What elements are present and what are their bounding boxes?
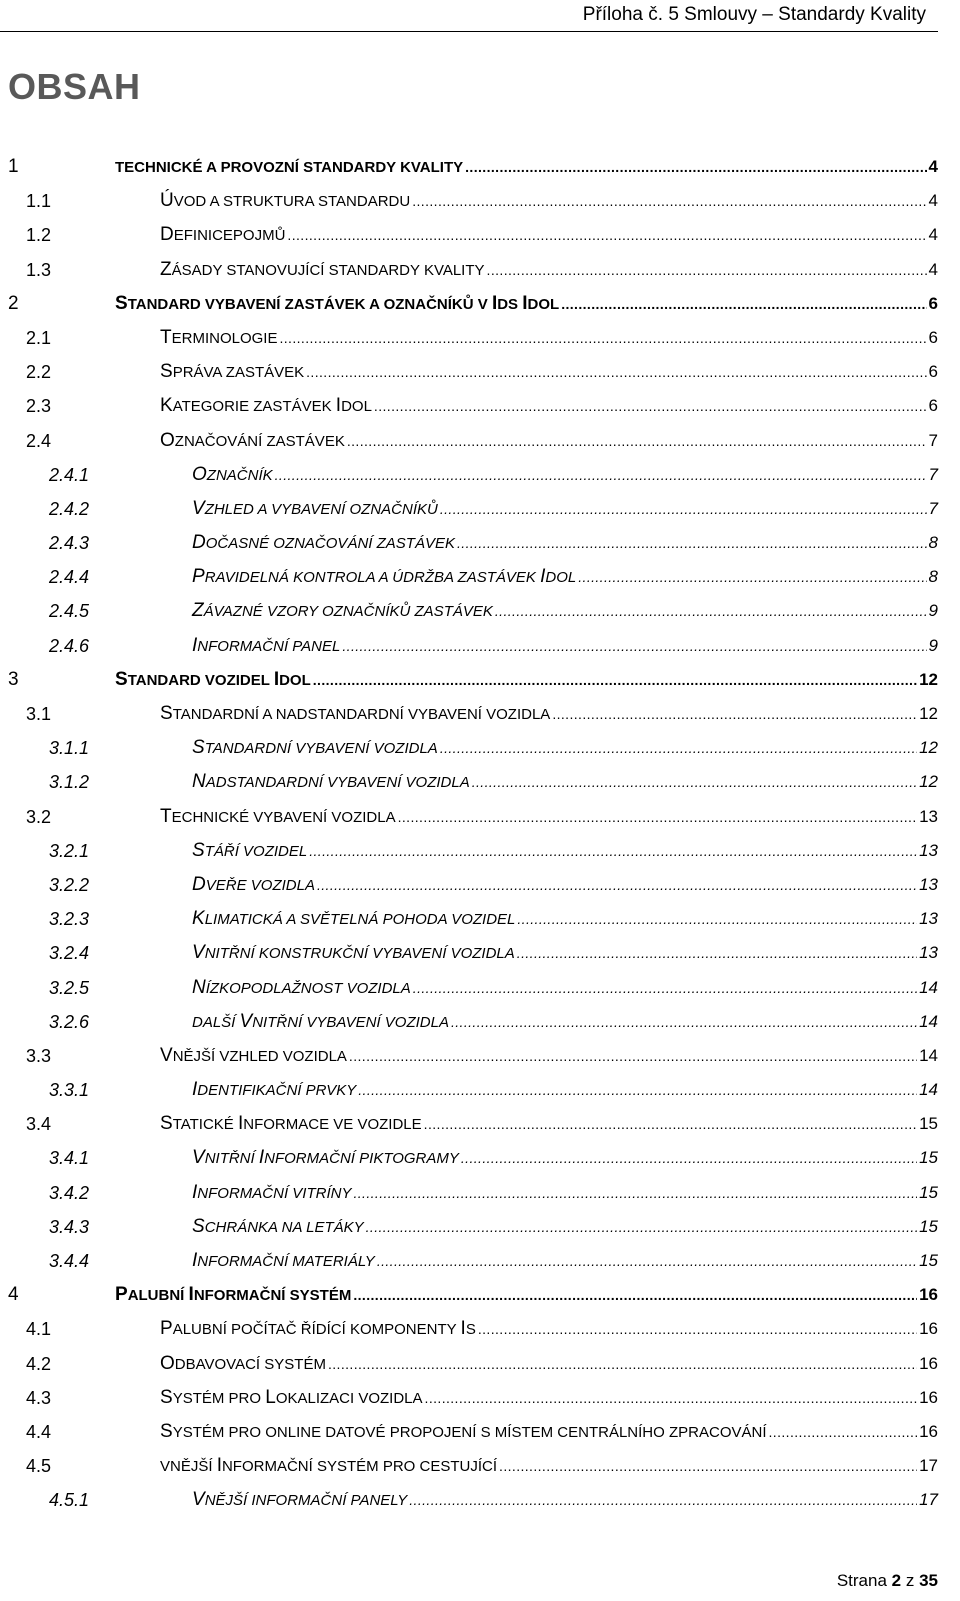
toc-dot-leader	[347, 426, 927, 456]
toc-entry-page: 15	[919, 1182, 938, 1202]
toc-dot-leader	[306, 357, 926, 387]
footer-prefix: Strana	[836, 1571, 887, 1590]
toc-entry[interactable]	[0, 1383, 960, 1417]
toc-entry-page: 17	[919, 1490, 938, 1510]
toc-entry-number: 1.3	[26, 259, 52, 280]
toc-entry-number: 3.2.2	[49, 874, 90, 895]
toc-entry-page: 13	[919, 840, 938, 860]
toc-entry-number: 3.3	[26, 1045, 52, 1066]
toc-entry-page: 6	[928, 293, 938, 313]
toc-entry[interactable]	[0, 973, 960, 1007]
toc-entry-title: PALUBNÍ INFORMAČNÍ SYSTÉM	[115, 1284, 352, 1306]
toc-entry-title: DOČASNÉ OZNAČOVÁNÍ ZASTÁVEK	[192, 532, 455, 554]
toc-dot-leader	[578, 562, 926, 592]
toc-entry-number: 3.4.1	[49, 1148, 90, 1169]
toc-entry-title: STANDARDNÍ VYBAVENÍ VOZIDLA	[192, 737, 438, 759]
toc-entry[interactable]	[0, 152, 960, 186]
toc-entry-number: 2.4.3	[49, 533, 90, 554]
toc-entry-page: 8	[928, 533, 938, 553]
toc-entry-page: 17	[919, 1456, 938, 1476]
toc-entry-page: 13	[919, 909, 938, 929]
toc-entry-title: TECHNICKÉ A PROVOZNÍ STANDARDY KVALITY	[115, 159, 464, 176]
toc-dot-leader	[472, 767, 917, 797]
toc-dot-leader	[552, 699, 917, 729]
toc-entry-number: 2.4.4	[49, 567, 90, 588]
toc-dot-leader	[487, 255, 927, 285]
toc-entry-number: 3.4.2	[49, 1182, 90, 1203]
toc-dot-leader	[451, 1007, 917, 1037]
toc-dot-leader	[279, 323, 926, 353]
toc-entry-number: 3.2	[26, 806, 52, 827]
toc-entry-page: 8	[928, 567, 938, 587]
toc-entry-title: ÚVOD A STRUKTURA STANDARDU	[160, 190, 411, 212]
toc-entry-number: 4.5.1	[49, 1490, 90, 1511]
toc-entry-number: 4	[8, 1284, 19, 1306]
toc-dot-leader	[353, 1280, 917, 1310]
toc-entry-page: 14	[919, 977, 938, 997]
toc-entry-number: 3.2.4	[49, 943, 90, 964]
toc-heading: OBSAH	[8, 66, 141, 107]
toc-entry-number: 3.4	[26, 1114, 52, 1135]
toc-entry-title: PALUBNÍ POČÍTAČ ŘÍDÍCÍ KOMPONENTY IS	[160, 1318, 476, 1340]
toc-dot-leader	[517, 938, 917, 968]
toc-dot-leader	[342, 631, 926, 661]
toc-entry[interactable]	[0, 220, 960, 254]
toc-entry[interactable]	[0, 426, 960, 460]
toc-entry-number: 2.4	[26, 430, 52, 451]
toc-entry[interactable]	[0, 391, 960, 425]
toc-dot-leader	[769, 1417, 918, 1447]
toc-entry-title: SYSTÉM PRO ONLINE DATOVÉ PROPOJENÍ S MÍSTEM CENTRÁLNÍHO ZPRACOVÁNÍ	[160, 1420, 767, 1442]
toc-dot-leader	[457, 528, 927, 558]
toc-dot-leader	[440, 494, 927, 524]
toc-entry-title: VZHLED A VYBAVENÍ OZNAČNÍKŮ	[192, 497, 438, 519]
toc-dot-leader	[353, 1178, 917, 1208]
toc-entry-number: 4.3	[26, 1387, 52, 1408]
toc-entry-title: SYSTÉM PRO LOKALIZACI VOZIDLA	[160, 1386, 423, 1408]
toc-entry-number: 3.2.3	[49, 909, 90, 930]
toc-entry-number: 4.4	[26, 1421, 52, 1442]
toc-entry-number: 3.4.3	[49, 1216, 90, 1237]
toc-entry-number: 3.4.4	[49, 1251, 90, 1271]
toc-entry-page: 12	[919, 669, 938, 689]
toc-entry[interactable]	[0, 1109, 960, 1143]
toc-dot-leader	[374, 391, 927, 421]
toc-entry[interactable]	[0, 186, 960, 220]
toc-entry-title: STATICKÉ INFORMACE VE VOZIDLE	[160, 1113, 422, 1135]
toc-entry-title: VNITŘNÍ INFORMAČNÍ PIKTOGRAMY	[192, 1147, 459, 1169]
page-header	[0, 0, 938, 30]
toc-entry-title: DEFINICEPOJMŮ	[160, 224, 286, 246]
toc-entry-page: 16	[919, 1421, 938, 1441]
toc-dot-leader	[313, 665, 917, 695]
toc-entry-title: OZNAČOVÁNÍ ZASTÁVEK	[160, 429, 345, 451]
toc-entry-title: ODBAVOVACÍ SYSTÉM	[160, 1352, 326, 1374]
toc-dot-leader	[409, 1485, 917, 1515]
toc-entry-number: 1.1	[26, 191, 52, 212]
toc-entry-title: KLIMATICKÁ A SVĚTELNÁ POHODA VOZIDEL	[192, 908, 516, 930]
toc-entry-title: STANDARD VYBAVENÍ ZASTÁVEK A OZNAČNÍKŮ V IDS IDOL	[115, 292, 560, 314]
toc-entry-title: STANDARD VOZIDEL IDOL	[115, 668, 311, 690]
toc-entry[interactable]	[0, 1212, 960, 1246]
toc-entry-number: 4.1	[26, 1319, 52, 1340]
toc-entry-page: 4	[928, 259, 938, 279]
toc-entry-title: STANDARDNÍ A NADSTANDARDNÍ VYBAVENÍ VOZIDLA	[160, 703, 551, 724]
toc-entry-number: 2.4.1	[49, 464, 90, 485]
toc-entry-page: 12	[919, 704, 938, 723]
toc-entry-page: 15	[919, 1251, 938, 1270]
toc-entry-page: 16	[919, 1319, 938, 1339]
toc-entry-page: 16	[919, 1353, 938, 1373]
toc-entry[interactable]	[0, 460, 960, 494]
toc-entry-page: 7	[928, 430, 938, 450]
toc-entry-title: DALŠÍ VNITŘNÍ VYBAVENÍ VOZIDLA	[192, 1010, 449, 1032]
toc-entry-page: 12	[919, 738, 938, 758]
toc-entry[interactable]	[0, 665, 960, 699]
toc-entry-title: VNITŘNÍ KONSTRUKČNÍ VYBAVENÍ VOZIDLA	[192, 942, 515, 964]
toc-entry[interactable]	[0, 802, 960, 836]
toc-entry[interactable]	[0, 1417, 960, 1451]
toc-entry-title: TERMINOLOGIE	[160, 326, 278, 348]
toc-entry[interactable]	[0, 323, 960, 357]
toc-entry-number: 3.2.6	[49, 1011, 90, 1032]
footer-separator: z	[905, 1571, 915, 1590]
toc-entry-title: PRAVIDELNÁ KONTROLA A ÚDRŽBA ZASTÁVEK IDOL	[192, 566, 577, 588]
toc-entry-title: STÁŘÍ VOZIDEL	[192, 839, 308, 861]
toc-dot-leader	[328, 1349, 917, 1379]
toc-entry-number: 2.4.6	[49, 635, 90, 656]
toc-entry-number: 3.1.1	[49, 738, 90, 759]
toc-entry-title: OZNAČNÍK	[192, 463, 273, 485]
toc-entry[interactable]	[0, 357, 960, 391]
toc-entry-page: 16	[919, 1387, 938, 1407]
toc-entry-title: IDENTIFIKAČNÍ PRVKY	[192, 1079, 357, 1101]
toc-entry-number: 3.1	[26, 704, 52, 724]
toc-dot-leader	[561, 289, 926, 319]
toc-dot-leader	[413, 973, 917, 1003]
toc-entry[interactable]	[0, 494, 960, 528]
toc-entry-number: 3.1.2	[49, 772, 90, 793]
toc-entry[interactable]	[0, 938, 960, 972]
toc-entry-number: 2.3	[26, 396, 52, 417]
toc-entry-page: 13	[919, 806, 938, 826]
toc-entry[interactable]	[0, 1246, 960, 1280]
page-footer	[837, 1571, 938, 1591]
toc-entry[interactable]	[0, 733, 960, 767]
toc-entry-page: 13	[919, 874, 938, 894]
toc-entry[interactable]	[0, 767, 960, 801]
toc-entry-title: TECHNICKÉ VYBAVENÍ VOZIDLA	[160, 805, 396, 827]
toc-entry-page: 4	[928, 225, 938, 245]
toc-entry[interactable]	[0, 836, 960, 870]
toc-dot-leader	[317, 870, 917, 900]
toc-dot-leader	[499, 1451, 917, 1481]
toc-dot-leader	[412, 186, 926, 216]
toc-entry-number: 2.2	[26, 362, 52, 383]
footer-total-pages: 35	[919, 1571, 938, 1590]
toc-entry[interactable]	[0, 631, 960, 665]
toc-entry[interactable]	[0, 596, 960, 630]
toc-entry-number: 2	[8, 292, 19, 314]
toc-entry-page: 14	[919, 1011, 938, 1031]
toc-entry-number: 1	[8, 156, 19, 177]
toc-entry-title: NADSTANDARDNÍ VYBAVENÍ VOZIDLA	[192, 771, 470, 793]
toc-dot-leader	[424, 1109, 917, 1139]
toc-entry[interactable]	[0, 1075, 960, 1109]
toc-entry-page: 15	[919, 1148, 938, 1168]
toc-entry-page: 6	[928, 327, 938, 347]
toc-entry-number: 3.2.5	[49, 977, 90, 998]
toc-dot-leader	[377, 1246, 917, 1276]
toc-dot-leader	[349, 1041, 917, 1071]
toc-entry-title: SCHRÁNKA NA LETÁKY	[192, 1215, 364, 1237]
toc-entry-number: 2.4.2	[49, 498, 90, 519]
toc-dot-leader	[309, 836, 917, 866]
toc-entry-title: VNĚJŠÍ VZHLED VOZIDLA	[160, 1044, 347, 1066]
toc-dot-leader	[440, 733, 917, 763]
toc-dot-leader	[275, 460, 927, 490]
toc-entry-page: 4	[928, 191, 938, 211]
toc-dot-leader	[495, 596, 927, 626]
toc-entry-page: 14	[919, 1080, 938, 1100]
toc-entry[interactable]	[0, 699, 960, 733]
toc-entry[interactable]	[0, 528, 960, 562]
toc-entry[interactable]	[0, 1007, 960, 1041]
toc-dot-leader	[366, 1212, 917, 1242]
toc-entry-number: 4.5	[26, 1456, 52, 1477]
toc-entry-number: 4.2	[26, 1353, 52, 1374]
toc-entry-title: SPRÁVA ZASTÁVEK	[160, 361, 305, 383]
toc-entry-title: VNĚJŠÍ INFORMAČNÍ SYSTÉM PRO CESTUJÍCÍ	[160, 1455, 498, 1477]
toc-entry-number: 2.4.5	[49, 601, 90, 622]
toc-entry-title: DVEŘE VOZIDLA	[192, 873, 315, 895]
toc-dot-leader	[398, 802, 918, 832]
toc-entry-number: 3.3.1	[49, 1080, 90, 1101]
toc-entry[interactable]	[0, 1143, 960, 1177]
toc-entry-page: 7	[928, 498, 938, 518]
toc-entry[interactable]	[0, 1349, 960, 1383]
toc-entry[interactable]	[0, 1314, 960, 1348]
toc-entry-title: KATEGORIE ZASTÁVEK IDOL	[160, 395, 372, 417]
toc-entry-title: ZÁSADY STANOVUJÍCÍ STANDARDY KVALITY	[160, 258, 485, 280]
toc-entry-page: 13	[919, 943, 938, 963]
footer-current-page: 2	[891, 1571, 902, 1590]
toc-dot-leader	[517, 904, 917, 934]
toc-entry-title: INFORMAČNÍ MATERIÁLY	[192, 1250, 375, 1271]
toc-entry[interactable]	[0, 870, 960, 904]
toc-entry[interactable]	[0, 1280, 960, 1314]
toc-dot-leader	[461, 1143, 917, 1173]
toc-entry-title: INFORMAČNÍ VITRÍNY	[192, 1181, 352, 1203]
toc-entry[interactable]	[0, 562, 960, 596]
toc-dot-leader	[358, 1075, 917, 1105]
toc-entry-page: 16	[919, 1285, 938, 1305]
toc-dot-leader	[287, 220, 926, 250]
toc-entry-title: VNĚJŠÍ INFORMAČNÍ PANELY	[192, 1489, 408, 1511]
toc-entry-page: 15	[919, 1216, 938, 1236]
toc-entry[interactable]	[0, 904, 960, 938]
toc-entry-title: NÍZKOPODLAŽNOST VOZIDLA	[192, 976, 411, 998]
toc-entry[interactable]	[0, 255, 960, 289]
toc-entry-page: 6	[928, 362, 938, 382]
toc-dot-leader	[465, 152, 926, 182]
toc-entry-page: 9	[928, 635, 938, 655]
toc-entry[interactable]	[0, 1485, 960, 1519]
toc-entry-page: 7	[928, 464, 938, 484]
toc-entry[interactable]	[0, 1178, 960, 1212]
toc-entry-page: 6	[928, 396, 938, 416]
toc-entry-page: 15	[919, 1114, 938, 1134]
toc-entry[interactable]	[0, 1041, 960, 1075]
toc-entry[interactable]	[0, 289, 960, 323]
toc-entry-number: 3.2.1	[49, 840, 90, 861]
toc-entry-title: INFORMAČNÍ PANEL	[192, 634, 341, 656]
toc-entry-title: ZÁVAZNÉ VZORY OZNAČNÍKŮ ZASTÁVEK	[192, 600, 493, 622]
header-divider	[0, 31, 938, 32]
toc-entry-page: 12	[919, 772, 938, 792]
toc-entry-number: 1.2	[26, 225, 52, 246]
toc-dot-leader	[478, 1314, 917, 1344]
table-of-contents	[0, 152, 960, 1520]
toc-entry-page: 4	[928, 157, 938, 176]
toc-entry-page: 14	[919, 1045, 938, 1065]
toc-entry-number: 3	[8, 668, 19, 690]
toc-entry[interactable]	[0, 1451, 960, 1485]
toc-entry-number: 2.1	[26, 327, 52, 348]
toc-entry-page: 9	[928, 601, 938, 621]
toc-dot-leader	[425, 1383, 918, 1413]
header-title: Příloha č. 5 Smlouvy – Standardy Kvality	[582, 4, 926, 25]
